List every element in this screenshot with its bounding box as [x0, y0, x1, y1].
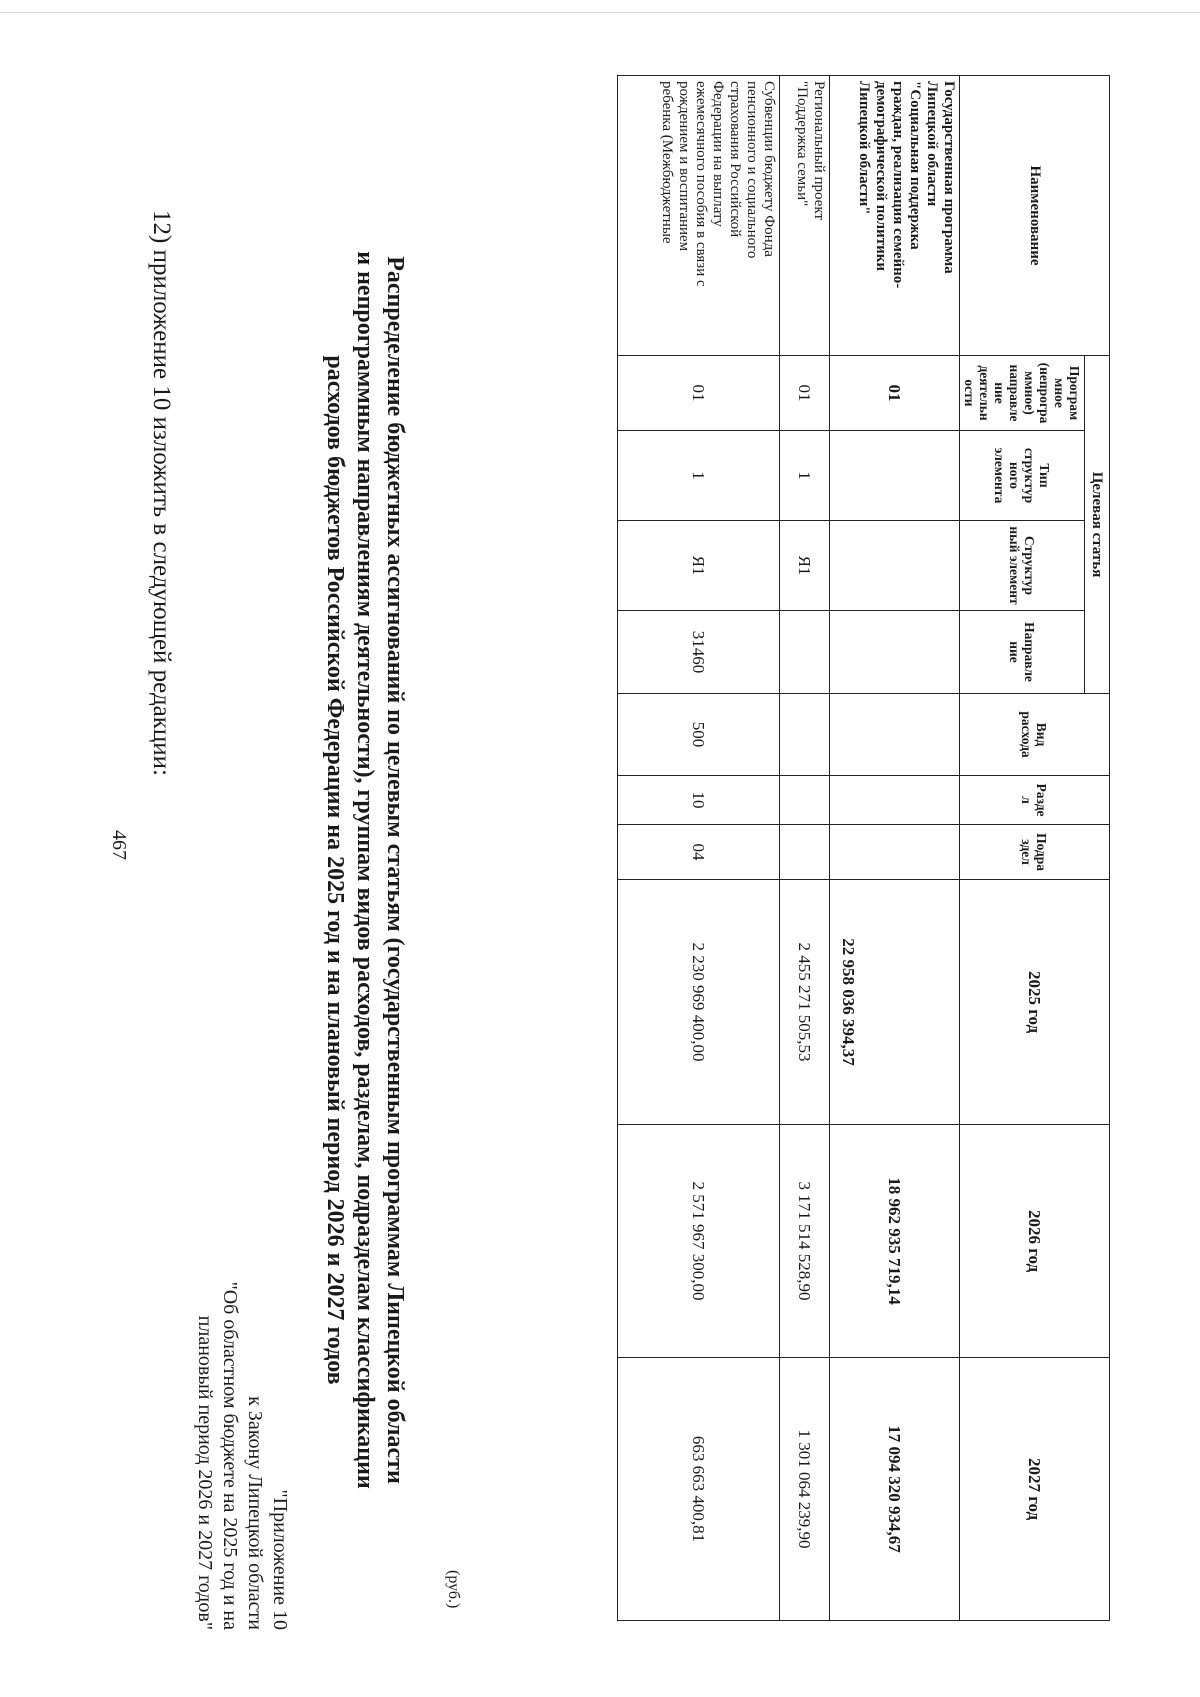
col-header-target-article: Целевая статья: [1085, 356, 1110, 694]
cell-direction: [830, 611, 960, 694]
heading-line: Распределение бюджетных ассигнований по целевым статьям (государственным программам Липецкой области: [382, 256, 408, 1484]
cell-struct-element: [830, 521, 960, 611]
name-line: страхования Российской: [727, 81, 743, 238]
page-number: 467: [108, 830, 130, 860]
cell-struct-type: [830, 431, 960, 521]
row-name: [618, 76, 780, 356]
cell-amount-2025: 2 455 271 505,53: [780, 880, 830, 1125]
row-name: [830, 76, 960, 356]
annex-line: "Приложение 10: [269, 1489, 291, 1630]
cell-program: 01: [830, 356, 960, 431]
col-header-struct-type: Тип структур ного элемента: [960, 431, 1085, 521]
cell-struct-type: 1: [618, 431, 780, 521]
cell-expense-type: [830, 694, 960, 776]
col-header-struct-element: Структур ный элемент: [960, 521, 1085, 611]
budget-table: [617, 75, 1110, 1621]
name-line: Липецкой области: [924, 81, 940, 207]
col-header-2027: 2027 год: [960, 1358, 1110, 1621]
table-row: [618, 76, 780, 1621]
row-name: [780, 76, 830, 356]
cell-expense-type: [780, 694, 830, 776]
cell-struct-element: Я1: [618, 521, 780, 611]
cell-amount-2025: 22 958 036 394,37: [830, 880, 960, 1125]
table-row: [780, 76, 830, 1621]
cell-section: [780, 776, 830, 825]
col-header-2025: 2025 год: [960, 880, 1110, 1125]
col-header-section: Разде л: [960, 776, 1110, 825]
col-header-direction: Направле ние: [960, 611, 1085, 694]
cell-section: 10: [618, 776, 780, 825]
col-header-name: Наименование: [960, 76, 1110, 356]
name-line: Федерации на выплату: [710, 81, 726, 227]
currency-unit: (руб.): [445, 1570, 462, 1609]
cell-amount-2026: 18 962 935 719,14: [830, 1125, 960, 1358]
cell-program: 01: [780, 356, 830, 431]
name-line: "Социальная поддержка: [907, 81, 923, 250]
annex-line: плановый период 2026 и 2027 годов": [194, 1315, 216, 1630]
col-header-expense-type: Вид расхода: [960, 694, 1110, 776]
col-header-subsection: Подра здел: [960, 825, 1110, 880]
name-line: демографической политики: [873, 81, 889, 272]
cell-section: [830, 776, 960, 825]
cell-subsection: 04: [618, 825, 780, 880]
name-line: пенсионного и социального: [744, 81, 760, 259]
cell-amount-2027: 17 094 320 934,67: [830, 1358, 960, 1621]
annex-line: "Об областном бюджете на 2025 год и на: [219, 1281, 241, 1630]
name-line: рождением и воспитанием: [676, 81, 692, 252]
name-line: Субвенции бюджету Фонда: [761, 81, 777, 257]
cell-direction: 31460: [618, 611, 780, 694]
name-line: ребенка (Межбюджетные: [659, 81, 675, 244]
name-line: Липецкой области": [856, 81, 872, 215]
table-row: [830, 76, 960, 1621]
heading-line: расходов бюджетов Российской Федерации на 2025 год и на плановый период 2026 и 2027 годов: [322, 355, 348, 1385]
heading-line: и непрограммным направлениям деятельности), группам видов расходов, разделам, подразделам классификации: [352, 251, 378, 1489]
cell-subsection: [830, 825, 960, 880]
name-line: Государственная программа: [941, 81, 957, 274]
name-line: Региональный проект: [811, 81, 827, 221]
cell-struct-element: Я1: [780, 521, 830, 611]
cell-expense-type: 500: [618, 694, 780, 776]
cell-amount-2026: 3 171 514 528,90: [780, 1125, 830, 1358]
cell-subsection: [780, 825, 830, 880]
annex-line: к Закону Липецкой области: [244, 1396, 266, 1630]
document-heading: [320, 170, 410, 1570]
cell-amount-2025: 2 230 969 400,00: [618, 880, 780, 1125]
cell-amount-2026: 2 571 967 300,00: [618, 1125, 780, 1358]
intro-text: 12) приложение 10 изложить в следующей редакции:: [148, 210, 175, 776]
col-header-program: Програм мное (непрогра ммное) направле ние деятельн ости: [960, 356, 1085, 431]
cell-amount-2027: 1 301 064 239,90: [780, 1358, 830, 1621]
name-line: ежемесячного пособия в связи с: [693, 81, 709, 287]
cell-direction: [780, 611, 830, 694]
cell-struct-type: 1: [780, 431, 830, 521]
name-line: "Поддержка семьи": [794, 81, 810, 207]
cell-program: 01: [618, 356, 780, 431]
annex-reference: [192, 760, 292, 1630]
cell-amount-2027: 663 663 400,81: [618, 1358, 780, 1621]
name-line: граждан, реализация семейно-: [890, 81, 906, 289]
table-header-row: [1085, 76, 1110, 1621]
col-header-2026: 2026 год: [960, 1125, 1110, 1358]
